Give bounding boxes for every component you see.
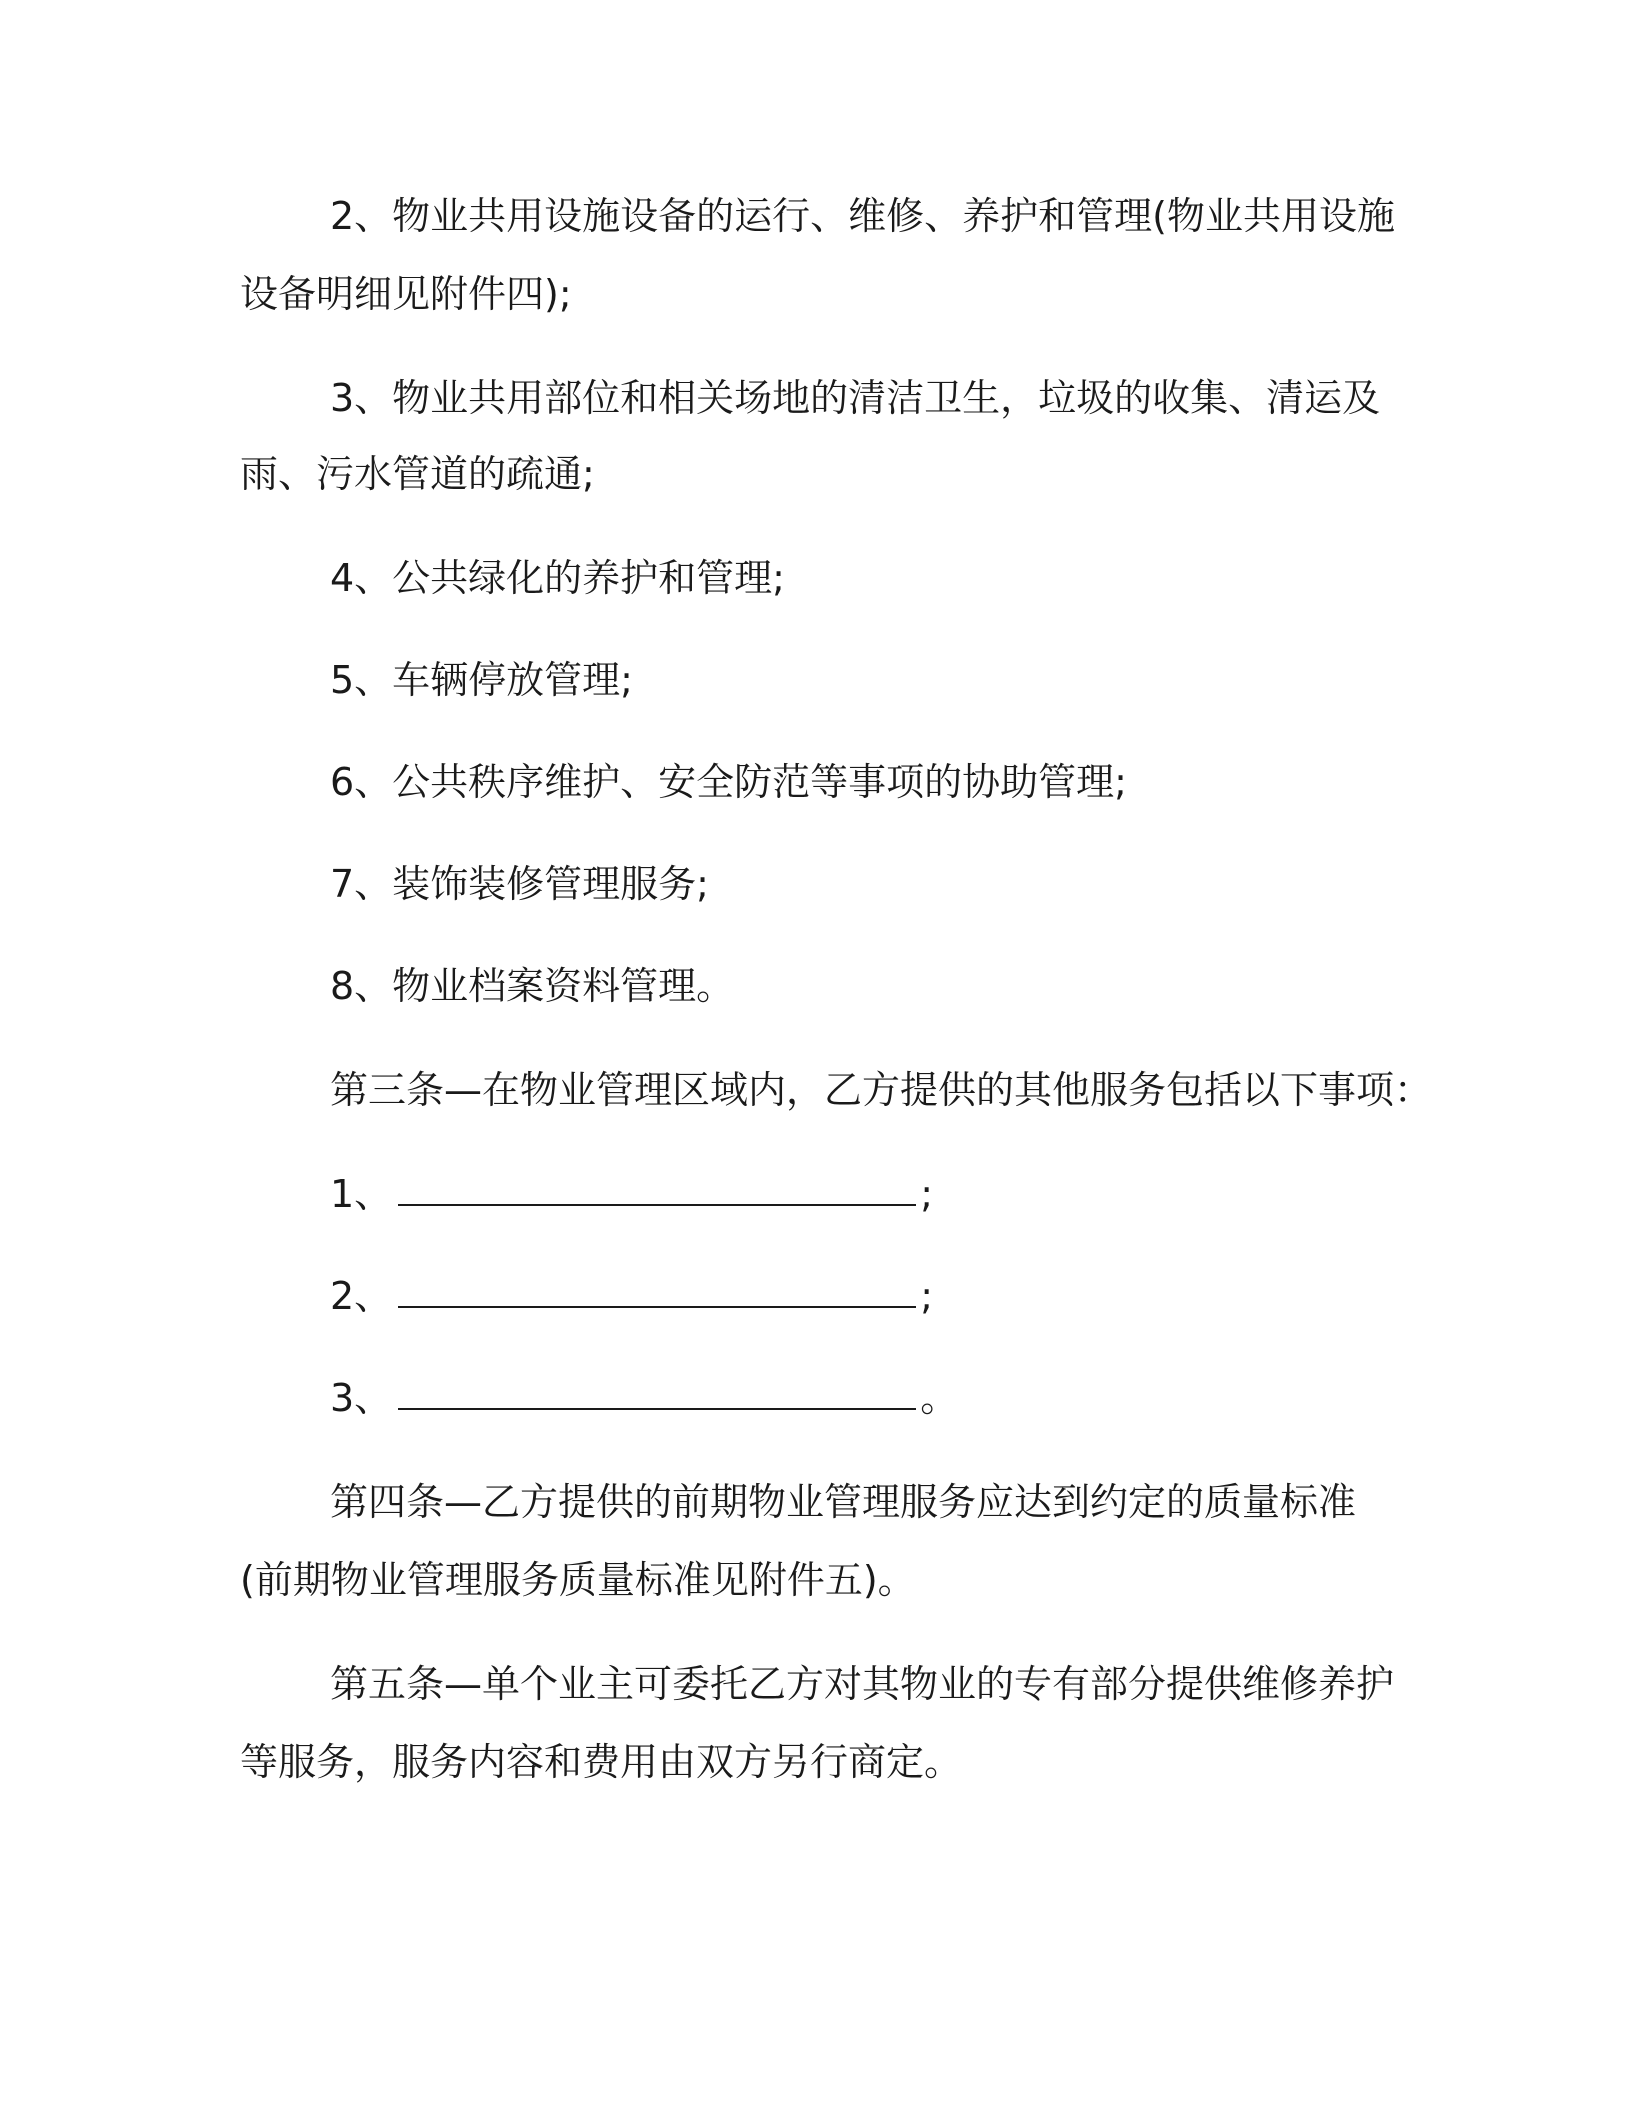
item-7: 7、装饰装修管理服务;: [330, 862, 709, 906]
article-4-line-1: 第四条—乙方提供的前期物业管理服务应达到约定的质量标准: [330, 1480, 1357, 1524]
blank-item-3: [330, 1372, 958, 1424]
blank-item-end: ;: [920, 1172, 933, 1216]
item-5: 5、车辆停放管理;: [330, 658, 633, 702]
item-6: 6、公共秩序维护、安全防范等事项的协助管理;: [330, 760, 1127, 804]
blank-item-number: 2、: [330, 1274, 393, 1318]
item-3-line-2: 雨、污水管道的疏通;: [240, 452, 595, 496]
blank-item-number: 1、: [330, 1172, 393, 1216]
article-5-line-1: 第五条—单个业主可委托乙方对其物业的专有部分提供维修养护: [330, 1662, 1395, 1706]
article-3-heading: 第三条—在物业管理区域内，乙方提供的其他服务包括以下事项：: [330, 1068, 1433, 1112]
blank-item-end: ;: [920, 1274, 933, 1318]
item-3-line-1: 3、物业共用部位和相关场地的清洁卫生，垃圾的收集、清运及: [330, 376, 1381, 420]
fill-in-blank: [398, 1204, 916, 1206]
item-2-line-2: 设备明细见附件四);: [240, 272, 572, 316]
item-4: 4、公共绿化的养护和管理;: [330, 556, 785, 600]
article-4-line-2: (前期物业管理服务质量标准见附件五)。: [240, 1558, 916, 1602]
item-2-line-1: 2、物业共用设施设备的运行、维修、养护和管理(物业共用设施: [330, 194, 1396, 238]
fill-in-blank: [398, 1306, 916, 1308]
blank-item-1: [330, 1168, 933, 1220]
blank-item-end: 。: [920, 1376, 959, 1420]
item-8: 8、物业档案资料管理。: [330, 964, 735, 1008]
fill-in-blank: [398, 1408, 916, 1410]
article-5-line-2: 等服务，服务内容和费用由双方另行商定。: [240, 1740, 963, 1784]
blank-item-number: 3、: [330, 1376, 393, 1420]
blank-item-2: [330, 1270, 933, 1322]
